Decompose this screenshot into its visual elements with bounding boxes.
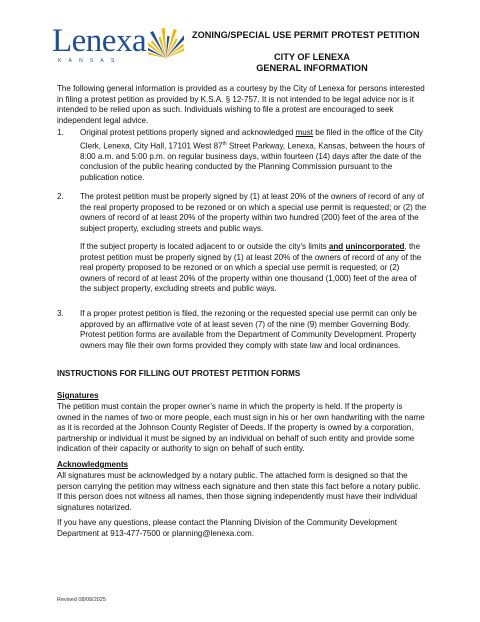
general-info-heading: GENERAL INFORMATION bbox=[256, 63, 368, 73]
list-number: 1. bbox=[57, 128, 64, 137]
list-item-text: If the subject property is located adjacent to or outside the city's limits and unincorporated, the protest petition must be properly signed by (1) at least 20% of the owners of record of any of the real property proposed to be rezoned or on which a special use permit is requested; or (2) owners of record of at least 20% of the property within one thousand (1,000) feet of the area of the subject property, excluding streets and public ways. bbox=[80, 242, 422, 294]
city-heading: CITY OF LENEXA bbox=[274, 52, 350, 62]
list-item-text: If a proper protest petition is filed, the rezoning or the requested special use permit can only be approved by an affirmative vote of at least seven (7) of the nine (9) member Governing Body. Protest petition forms are available from the Department of Community Development. Property owners may file their own forms provided they comply with state law and local ordinances. bbox=[80, 309, 417, 350]
lenexa-logo bbox=[52, 24, 184, 66]
revision-date: Revised 08/08/2025 bbox=[57, 597, 106, 603]
acknowledgments-paragraph: All signatures must be acknowledged by a notary public. The attached form is designed so that the person carrying the petition may witness each signature and then state this fact before a notary public. If this person does not witness all names, then those signing independently must have their individual signatures notarized. bbox=[57, 471, 421, 512]
list-number: 3. bbox=[57, 309, 64, 318]
acknowledgments-heading: Acknowledgments bbox=[57, 460, 129, 469]
list-number: 2. bbox=[57, 192, 64, 201]
logo-subtext: KANSAS bbox=[58, 58, 122, 64]
sunburst-icon bbox=[148, 26, 184, 60]
list-item-text: The protest petition must be properly signed by (1) at least 20% of the owners of record of any of the real property proposed to be rezoned or on which a special use permit is requested; or (2) the owners of record of at least 20% of the property within two hundred (200) feet of the area of the subject property, excluding streets and public ways. bbox=[80, 192, 427, 233]
logo-wordmark: Lenexa bbox=[52, 23, 147, 59]
emphasis-must: must bbox=[295, 128, 314, 137]
list-item-text: Original protest petitions properly signed and acknowledged must be filed in the office of the City Clerk, Lenexa, City Hall, 17101 West 87th Street Parkway, Lenexa, Kansas, between the hours of 8:00 a.m. and 5:00 p.m. on regular business days, within fourteen (14) days after the date of the conclusion of the public hearing conducted by the Planning Commission pursuant to the publication notice. bbox=[80, 128, 425, 183]
document-title: ZONING/SPECIAL USE PERMIT PROTEST PETITION bbox=[192, 30, 420, 40]
intro-paragraph: The following general information is provided as a courtesy by the City of Lenexa for persons interested in filing a protest petition as provided by K.S.A. § 12-757. It is not intended to be legal advice nor is it intended to be relied upon as such. Individuals wishing to file a protest are encouraged to seek independent legal advice. bbox=[57, 84, 425, 125]
signatures-paragraph: The petition must contain the proper owner’s name in which the property is held. If the property is owned in the names of two or more people, each must sign in his or her own handwriting with the name as it is recorded at the Johnson County Register of Deeds. If the property is owned by a corporation, partnership or individual it must be signed by an individual on behalf of such entity and provide some indication of their capacity or authority to sign on behalf of such entity. bbox=[57, 402, 425, 454]
emphasis-and: and bbox=[328, 242, 344, 251]
instructions-heading: INSTRUCTIONS FOR FILLING OUT PROTEST PETITION FORMS bbox=[57, 369, 301, 378]
signatures-heading: Signatures bbox=[57, 391, 99, 400]
emphasis-unincorporated: unincorporated bbox=[345, 242, 405, 251]
contact-paragraph: If you have any questions, please contact the Planning Division of the Community Development Department at 913-477-7500 or planning@lenexa.com. bbox=[57, 518, 397, 538]
